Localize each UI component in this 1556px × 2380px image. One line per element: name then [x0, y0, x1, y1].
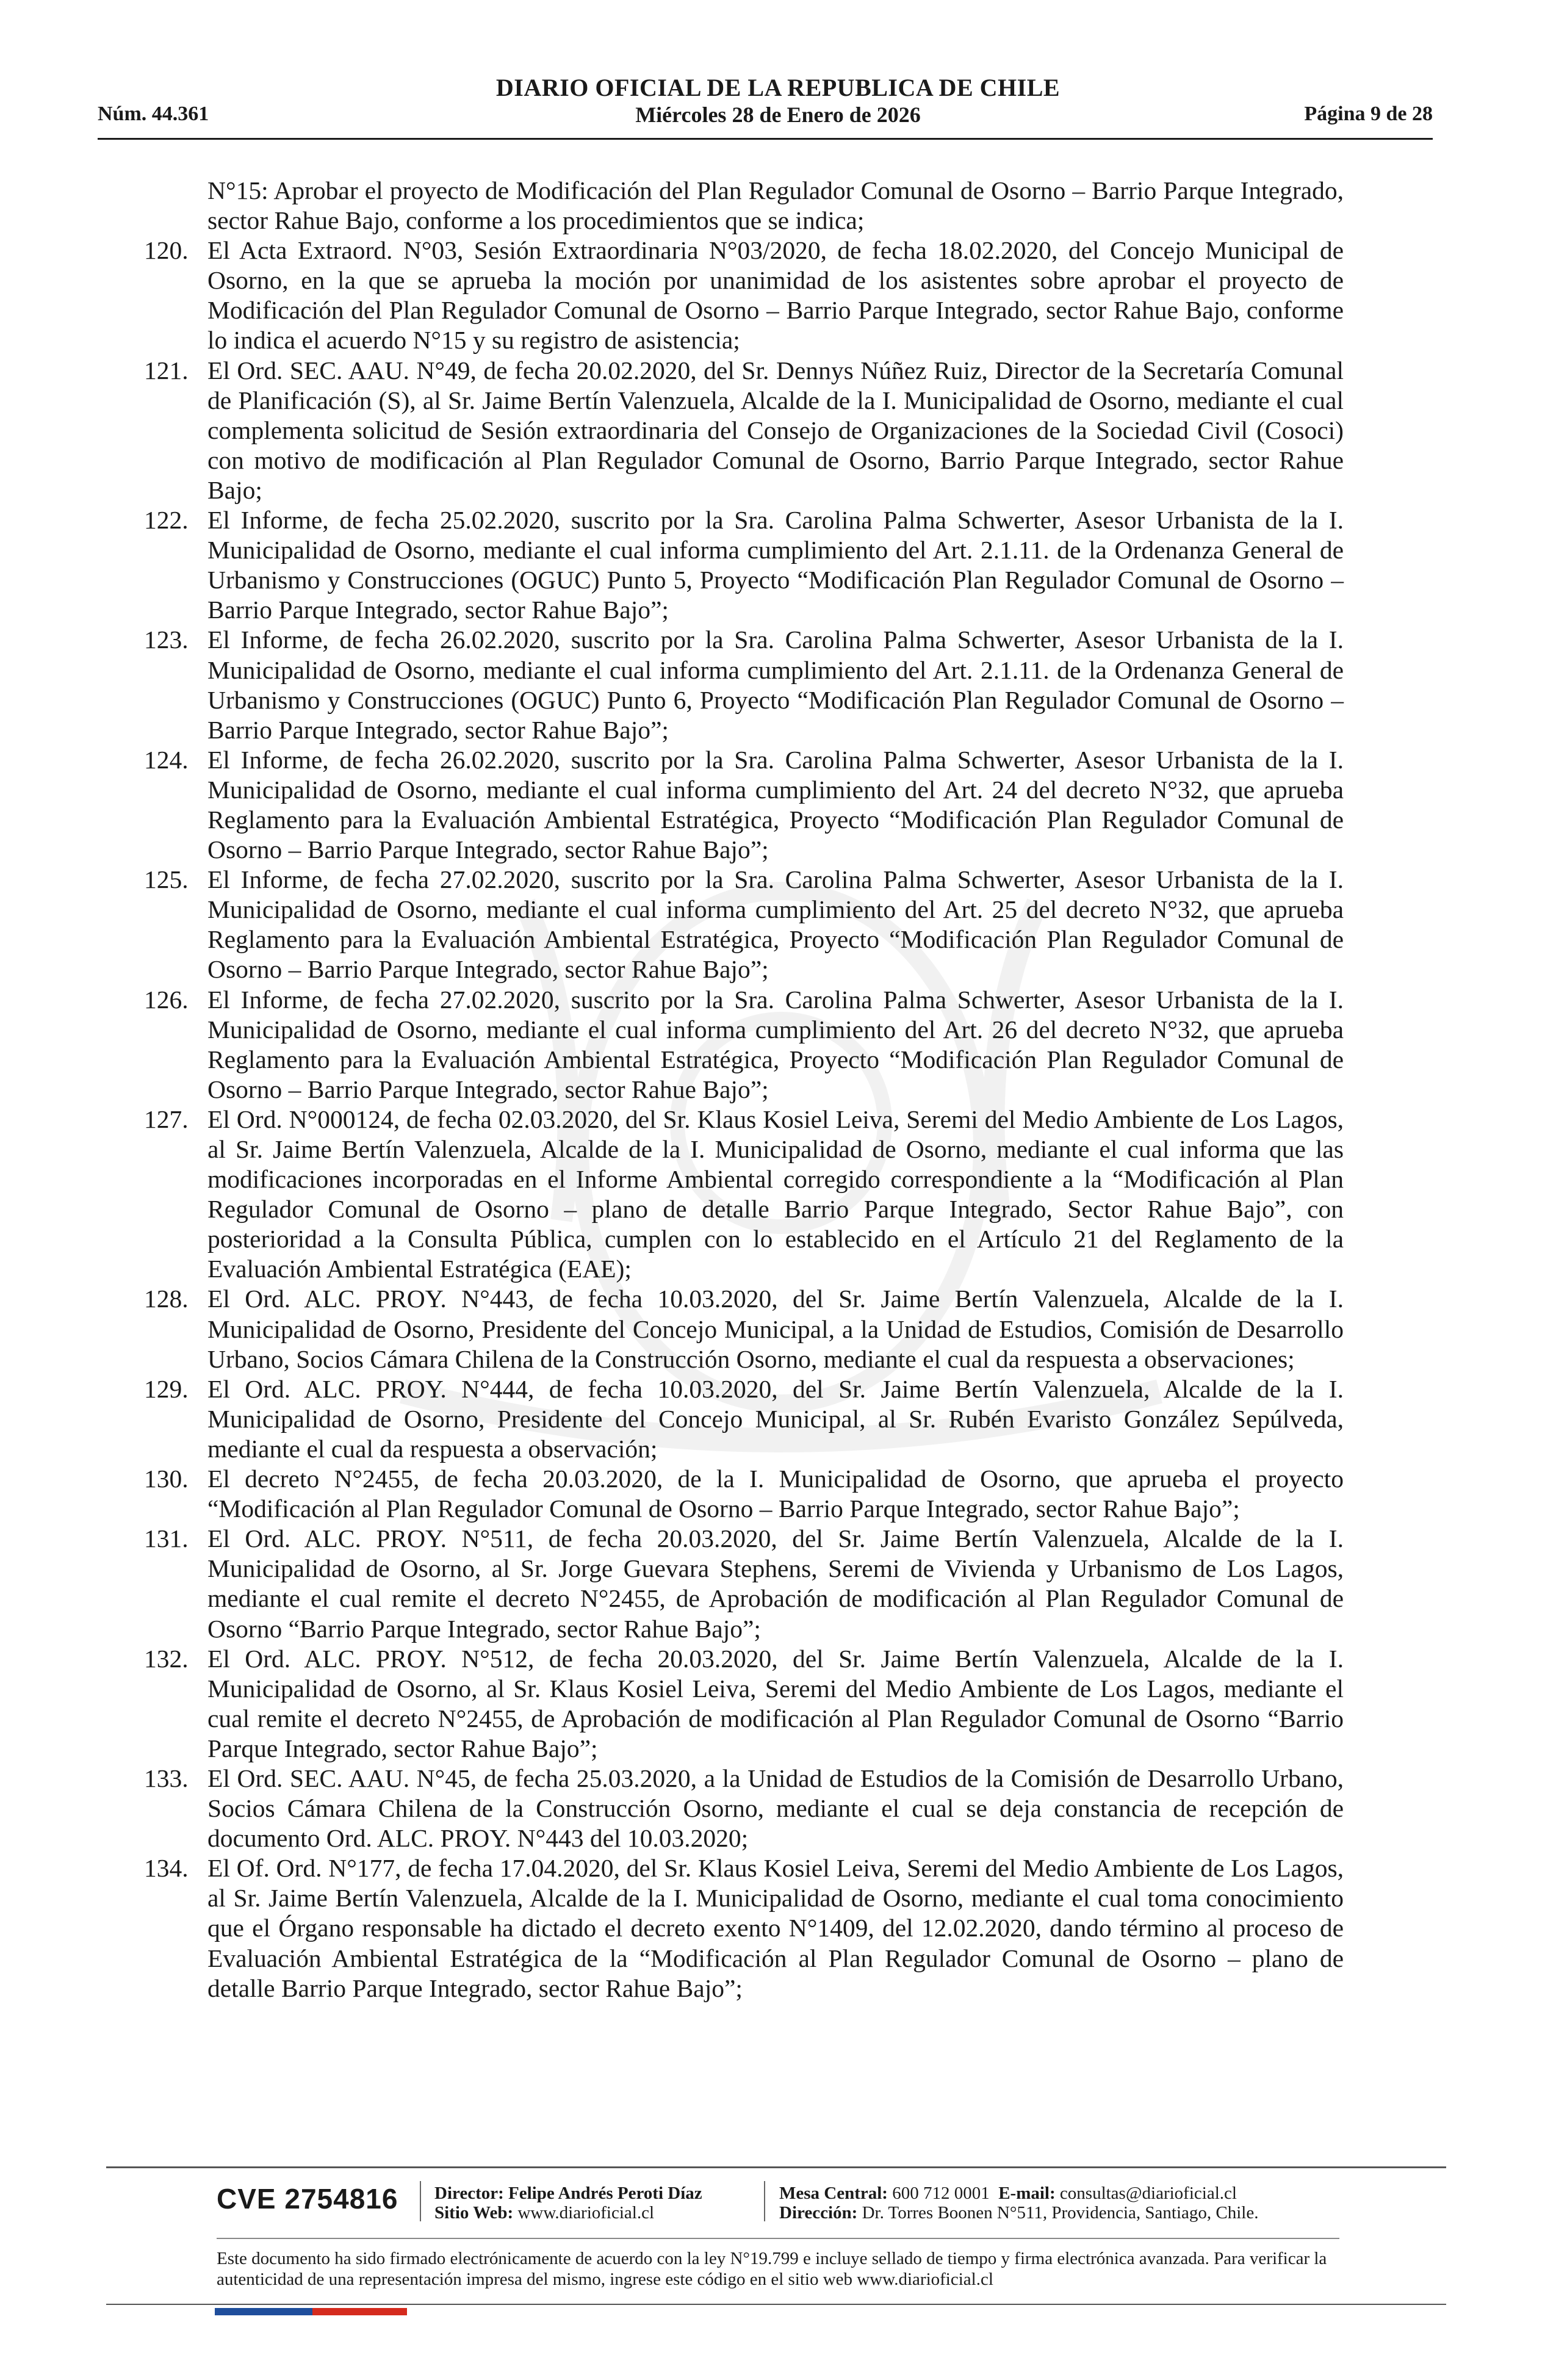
considerations-list [144, 176, 1344, 2003]
footer-contact-block [779, 2183, 1258, 2223]
footer-divider [106, 2166, 1446, 2168]
list-item-text: El Informe, de fecha 27.02.2020, suscrito por la Sra. Carolina Palma Schwerter, Asesor Urbanista de la I. Municipalidad de Osorno, mediante el cual informa cumplimiento del Art. 26 del decreto N°32, que aprueba Reglamento para la Evaluación Ambiental Estratégica, Proyecto “Modificación Plan Regulador Comunal de Osorno – Barrio Parque Integrado, sector Rahue Bajo”; [207, 985, 1344, 1103]
header-divider [98, 138, 1433, 140]
entries-container [144, 236, 1344, 2003]
list-item-text: El Ord. ALC. PROY. N°443, de fecha 10.03.2020, del Sr. Jaime Bertín Valenzuela, Alcalde de la I. Municipalidad de Osorno, Presidente del Concejo Municipal, a la Unidad de Estudios, Comisión de Desarrollo Urbano, Socios Cámara Chilena de la Construcción Osorno, mediante el cual da respuesta a observaciones; [207, 1285, 1344, 1373]
central-label: Mesa Central: [779, 2183, 888, 2203]
list-item-number: 121. [144, 356, 189, 384]
list-item-number: 128. [144, 1285, 189, 1313]
address-value: Dr. Torres Boonen N°511, Providencia, Santiago, Chile. [862, 2203, 1259, 2223]
list-item-number: 130. [144, 1465, 189, 1493]
intro-paragraph: N°15: Aprobar el proyecto de Modificación del Plan Regulador Comunal de Osorno – Barrio Parque Integrado, sector Rahue Bajo, conforme a los procedimientos que se indica; [207, 176, 1344, 235]
list-item [144, 505, 1344, 625]
list-item-text: El Ord. N°000124, de fecha 02.03.2020, del Sr. Klaus Kosiel Leiva, Seremi del Medio Ambiente de Los Lagos, al Sr. Jaime Bertín Valenzuela, Alcalde de la I. Municipalidad de Osorno, mediante el cual informa que las modificaciones incorporadas en el Informe Ambiental corregido correspondiente a la “Modificación al Plan Regulador Comunal de Osorno – plano de detalle Barrio Parque Integrado, Sector Rahue Bajo”, con posterioridad a la Consulta Pública, cumplen con lo establecido en el Artículo 21 del Reglamento de la Evaluación Ambiental Estratégica (EAE); [207, 1105, 1344, 1283]
list-item-number: 134. [144, 1854, 189, 1883]
list-item [144, 1644, 1344, 1764]
list-item [144, 356, 1344, 505]
list-item [144, 625, 1344, 745]
list-item-number: 131. [144, 1524, 189, 1553]
list-item [144, 1284, 1344, 1374]
list-item-text: El Ord. ALC. PROY. N°511, de fecha 20.03.2020, del Sr. Jaime Bertín Valenzuela, Alcalde de la I. Municipalidad de Osorno, al Sr. Jorge Guevara Stephens, Seremi de Vivienda y Urbanismo de Los Lagos, mediante el cual remite el decreto N°2455, de Aprobación de modificación al Plan Regulador Comunal de Osorno “Barrio Parque Integrado, sector Rahue Bajo”; [207, 1524, 1344, 1643]
list-item [144, 1524, 1344, 1643]
list-item-text: El Acta Extraord. N°03, Sesión Extraordinaria N°03/2020, de fecha 18.02.2020, del Concejo Municipal de Osorno, en la que se aprueba la moción por unanimidad de los asistentes sobre aprobar el proyecto de Modificación del Plan Regulador Comunal de Osorno – Barrio Parque Integrado, sector Rahue Bajo, conforme lo indica el acuerdo N°15 y su registro de asistencia; [207, 236, 1344, 355]
issue-number: Núm. 44.361 [98, 103, 209, 125]
list-item [144, 1105, 1344, 1285]
list-item [144, 1764, 1344, 1853]
email-link[interactable]: consultas@diarioficial.cl [1059, 2183, 1237, 2203]
list-item-text: El Of. Ord. N°177, de fecha 17.04.2020, del Sr. Klaus Kosiel Leiva, Seremi del Medio Ambiente de Los Lagos, al Sr. Jaime Bertín Valenzuela, Alcalde de la I. Municipalidad de Osorno, mediante el cual toma conocimiento que el Órgano responsable ha dictado el decreto exento N°1409, del 12.02.2020, dando término al proceso de Evaluación Ambiental Estratégica de la “Modificación al Plan Regulador Comunal de Osorno – plano de detalle Barrio Parque Integrado, sector Rahue Bajo”; [207, 1854, 1344, 2002]
publication-title: DIARIO OFICIAL DE LA REPUBLICA DE CHILE [495, 74, 1061, 101]
central-phone: 600 712 0001 [892, 2183, 990, 2203]
list-item [144, 745, 1344, 865]
list-item-text: El Ord. ALC. PROY. N°512, de fecha 20.03.2020, del Sr. Jaime Bertín Valenzuela, Alcalde de la I. Municipalidad de Osorno, al Sr. Klaus Kosiel Leiva, Seremi del Medio Ambiente de Los Lagos, mediante el cual remite el decreto N°2455, de Aprobación de modificación al Plan Regulador Comunal de Osorno “Barrio Parque Integrado, sector Rahue Bajo”; [207, 1644, 1344, 1762]
list-item-text: El Informe, de fecha 26.02.2020, suscrito por la Sra. Carolina Palma Schwerter, Asesor Urbanista de la I. Municipalidad de Osorno, mediante el cual informa cumplimiento del Art. 2.1.11. de la Ordenanza General de Urbanismo y Construcciones (OGUC) Punto 6, Proyecto “Modificación Plan Regulador Comunal de Osorno – Barrio Parque Integrado, sector Rahue Bajo”; [207, 626, 1344, 744]
list-item-number: 132. [144, 1644, 189, 1673]
signature-notice: Este documento ha sido firmado electrónicamente de acuerdo con la ley N°19.799 e incluye sellado de tiempo y firma electrónica avanzada. Para verificar la autenticidad de una representación impresa del mismo, ingrese este código en el sitio web www.diarioficial.cl [217, 2249, 1327, 2289]
list-item-number: 126. [144, 985, 189, 1014]
footer-divider-secondary [217, 2238, 1339, 2239]
flag-stripe-blue [215, 2308, 312, 2315]
list-item-text: El decreto N°2455, de fecha 20.03.2020, de la I. Municipalidad de Osorno, que aprueba el proyecto “Modificación al Plan Regulador Comunal de Osorno – Barrio Parque Integrado, sector Rahue Bajo”; [207, 1465, 1344, 1523]
web-label: Sitio Web: [434, 2203, 514, 2223]
director-label: Director: [434, 2183, 504, 2203]
list-item-number: 122. [144, 506, 189, 535]
list-item-number: 124. [144, 745, 189, 774]
list-item [144, 865, 1344, 984]
list-item-number: 123. [144, 626, 189, 654]
footer-separator [764, 2181, 765, 2221]
flag-stripe-red [312, 2308, 407, 2315]
list-item-number: 127. [144, 1105, 189, 1133]
list-item-number: 125. [144, 865, 189, 894]
list-item [144, 1853, 1344, 2003]
list-item-text: El Ord. SEC. AAU. N°49, de fecha 20.02.2020, del Sr. Dennys Núñez Ruiz, Director de la Secretaría Comunal de Planificación (S), al Sr. Jaime Bertín Valenzuela, Alcalde de la I. Municipalidad de Osorno, mediante el cual complementa solicitud de Sesión extraordinaria del Consejo de Organizaciones de la Sociedad Civil (Cosoci) con motivo de modificación al Plan Regulador Comunal de Osorno, Barrio Parque Integrado, sector Rahue Bajo; [207, 356, 1344, 504]
list-item-number: 129. [144, 1374, 189, 1403]
list-item [144, 236, 1344, 355]
list-item-number: 120. [144, 236, 189, 265]
list-item-number: 133. [144, 1764, 189, 1792]
list-item-text: El Informe, de fecha 26.02.2020, suscrito por la Sra. Carolina Palma Schwerter, Asesor Urbanista de la I. Municipalidad de Osorno, mediante el cual informa cumplimiento del Art. 24 del decreto N°32, que aprueba Reglamento para la Evaluación Ambiental Estratégica, Proyecto “Modificación Plan Regulador Comunal de Osorno – Barrio Parque Integrado, sector Rahue Bajo”; [207, 745, 1344, 864]
page-indicator: Página 9 de 28 [1304, 103, 1433, 125]
list-item [144, 985, 1344, 1105]
footer-separator [420, 2181, 421, 2221]
list-item [144, 1374, 1344, 1464]
cve-code: CVE 2754816 [217, 2183, 398, 2215]
address-label: Dirección: [779, 2203, 858, 2223]
footer-divider-bottom [106, 2304, 1446, 2305]
list-item [144, 1464, 1344, 1524]
list-item-text: El Informe, de fecha 27.02.2020, suscrito por la Sra. Carolina Palma Schwerter, Asesor Urbanista de la I. Municipalidad de Osorno, mediante el cual informa cumplimiento del Art. 25 del decreto N°32, que aprueba Reglamento para la Evaluación Ambiental Estratégica, Proyecto “Modificación Plan Regulador Comunal de Osorno – Barrio Parque Integrado, sector Rahue Bajo”; [207, 865, 1344, 984]
list-item-text: El Ord. SEC. AAU. N°45, de fecha 25.03.2020, a la Unidad de Estudios de la Comisión de Desarrollo Urbano, Socios Cámara Chilena de la Construcción Osorno, mediante el cual se deja constancia de recepción de documento Ord. ALC. PROY. N°443 del 10.03.2020; [207, 1764, 1344, 1853]
director-name: Felipe Andrés Peroti Díaz [508, 2183, 702, 2203]
footer-director-block [434, 2183, 702, 2223]
email-label: E-mail: [998, 2183, 1056, 2203]
publication-date: Miércoles 28 de Enero de 2026 [635, 103, 921, 127]
list-item-text: El Informe, de fecha 25.02.2020, suscrito por la Sra. Carolina Palma Schwerter, Asesor Urbanista de la I. Municipalidad de Osorno, mediante el cual informa cumplimiento del Art. 2.1.11. de la Ordenanza General de Urbanismo y Construcciones (OGUC) Punto 5, Proyecto “Modificación Plan Regulador Comunal de Osorno – Barrio Parque Integrado, sector Rahue Bajo”; [207, 506, 1344, 624]
list-item-text: El Ord. ALC. PROY. N°444, de fecha 10.03.2020, del Sr. Jaime Bertín Valenzuela, Alcalde de la I. Municipalidad de Osorno, Presidente del Concejo Municipal, al Sr. Rubén Evaristo González Sepúlveda, mediante el cual da respuesta a observación; [207, 1374, 1344, 1463]
web-link[interactable]: www.diarioficial.cl [517, 2203, 655, 2223]
